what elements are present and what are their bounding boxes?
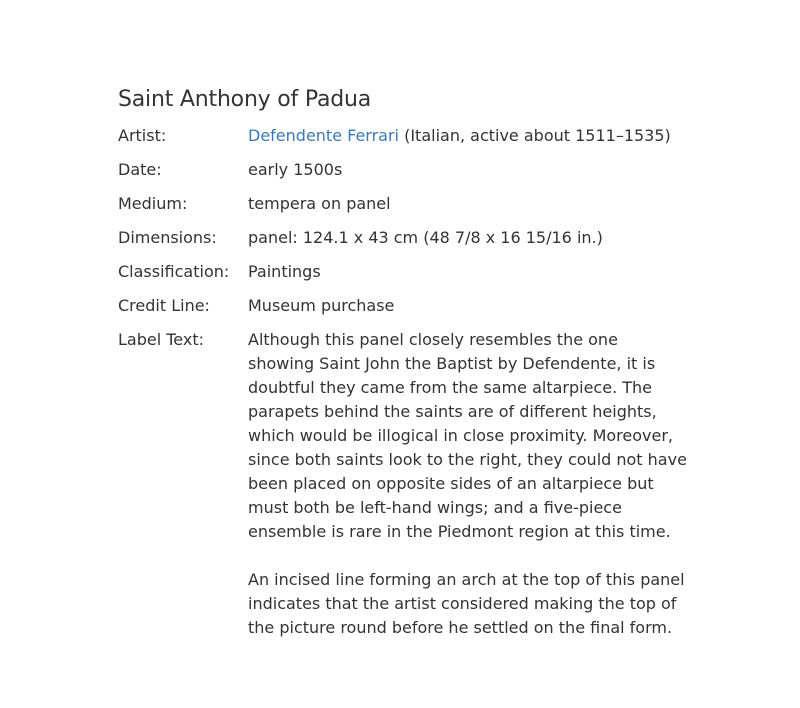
artist-value xyxy=(248,124,688,148)
date-value: early 1500s xyxy=(248,160,343,179)
metadata-table xyxy=(118,124,688,640)
classification-value: Paintings xyxy=(248,262,321,281)
credit-line-label: Credit Line: xyxy=(118,296,210,315)
credit-line-row xyxy=(118,294,688,318)
label-text-paragraph: An incised line forming an arch at the top of this panel indicates that the artist considered making the top of the picture round before he settled on the final form. xyxy=(248,570,685,637)
label-text-row xyxy=(118,328,688,640)
dimensions-label: Dimensions: xyxy=(118,228,217,247)
medium-label: Medium: xyxy=(118,194,188,213)
classification-label: Classification: xyxy=(118,262,230,281)
label-text-label: Label Text: xyxy=(118,330,204,349)
artwork-record xyxy=(118,86,688,650)
artwork-title: Saint Anthony of Padua xyxy=(118,87,372,112)
label-text-value xyxy=(248,328,688,640)
artist-nationality: (Italian, active about 1511–1535) xyxy=(399,126,671,145)
artist-label: Artist: xyxy=(118,126,167,145)
date-label: Date: xyxy=(118,160,162,179)
medium-value: tempera on panel xyxy=(248,194,391,213)
dimensions-row xyxy=(118,226,688,250)
label-text-paragraph: Although this panel closely resembles the one showing Saint John the Baptist by Defendente, it is doubtful they came from the same altarpiece. The parapets behind the saints are of different heights, which would be illogical in close proximity. Moreover, since both saints look to the right, they could not have been placed on opposite sides of an altarpiece but must both be left-hand wings; and a five-piece ensemble is rare in the Piedmont region at this time. xyxy=(248,330,687,541)
date-row xyxy=(118,158,688,182)
credit-line-value: Museum purchase xyxy=(248,296,395,315)
classification-row xyxy=(118,260,688,284)
artist-link[interactable]: Defendente Ferrari xyxy=(248,126,399,145)
dimensions-value: panel: 124.1 x 43 cm (48 7/8 x 16 15/16 in.) xyxy=(248,228,603,247)
medium-row xyxy=(118,192,688,216)
artist-row xyxy=(118,124,688,148)
